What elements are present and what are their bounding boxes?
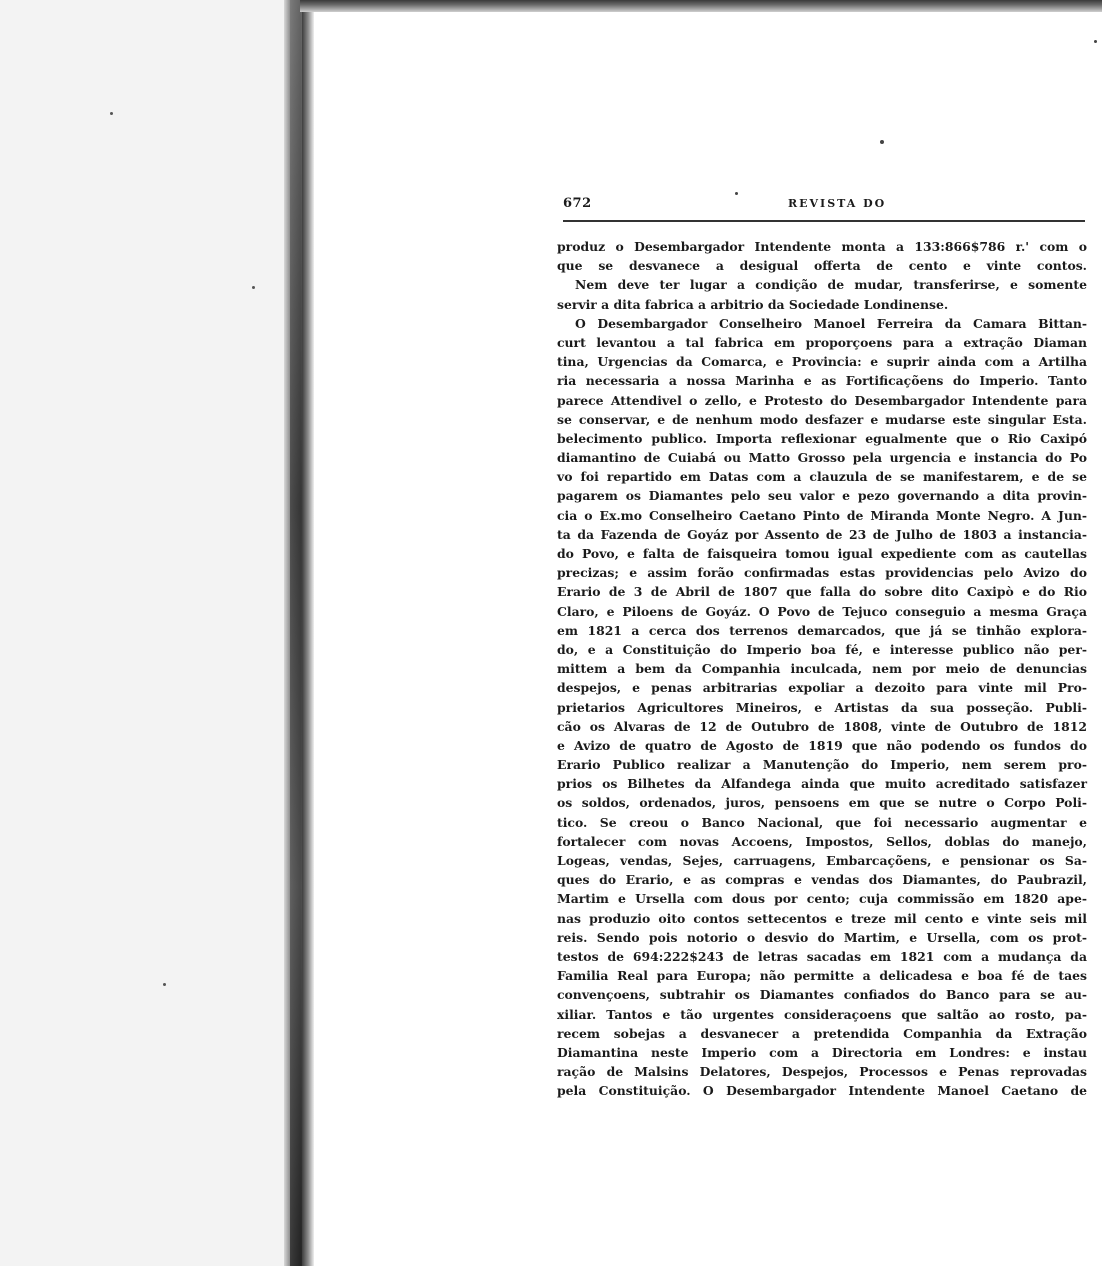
text-line: em 1821 a cerca dos terrenos demarcados, que já se tinhão explora- [557,622,1087,638]
text-line: xiliar. Tantos e tão urgentes consideraçoens que saltão ao rosto, pa- [557,1006,1087,1022]
left-facing-page [0,0,288,1266]
page-speck [735,192,738,195]
text-line: pagarem os Diamantes pelo seu valor e pezo governando a dita provin- [557,488,1087,504]
text-line: convençoens, subtrahir os Diamantes confiados do Banco para se au- [557,987,1087,1003]
text-line: Erario Publico realizar a Manutenção do Imperio, nem serem pro- [557,757,1087,773]
header-rule [563,220,1085,222]
text-line: ques do Erario, e as compras e vendas dos Diamantes, do Paubrazil, [557,872,1087,888]
text-line: ração de Malsins Delatores, Despejos, Processos e Penas reprovadas [557,1064,1087,1080]
text-line: prietarios Agricultores Mineiros, e Artistas da sua posseção. Publi- [557,699,1087,715]
text-line: belecimento publico. Importa reflexionar egualmente que o Rio Caxipó [557,430,1087,446]
text-line: recem sobejas a desvanecer a pretendida Companhia da Extração [557,1025,1087,1041]
text-line: testos de 694:222$243 de letras sacadas em 1821 com a mudança da [557,948,1087,964]
page-speck [110,112,113,115]
text-line: tina, Urgencias da Comarca, e Provincia: e suprir ainda com a Artilha [557,354,1087,370]
running-head [563,196,1085,216]
text-line: parece Attendivel o zello, e Protesto do Desembargador Intendente para [557,392,1087,408]
text-line: fortalecer com novas Accoens, Impostos, Sellos, doblas do manejo, [557,833,1087,849]
text-line: Erario de 3 de Abril de 1807 que falla do sobre dito Caxipò e do Rio [557,584,1087,600]
text-line: Familia Real para Europa; não permitte a delicadesa e boa fé de taes [557,968,1087,984]
text-line: Martim e Ursella com dous por cento; cuja commissão em 1820 ape- [557,891,1087,907]
page-speck [163,983,166,986]
text-line: O Desembargador Conselheiro Manoel Ferreira da Camara Bittan- [575,315,1087,331]
page-top-edge [300,0,1102,12]
body-text [557,237,1087,1100]
text-line: Claro, e Piloens de Goyáz. O Povo de Tejuco conseguio a mesma Graça [557,603,1087,619]
page-number: 672 [563,196,592,211]
text-line: pela Constituição. O Desembargador Intendente Manoel Caetano de [557,1083,1087,1099]
text-line: despejos, e penas arbitrarias expoliar a dezoito para vinte mil Pro- [557,680,1087,696]
text-line: precizas; e assim forão confirmadas estas providencias pelo Avizo do [557,565,1087,581]
text-line: mittem a bem da Companhia inculcada, nem por meio de denuncias [557,661,1087,677]
text-line: tico. Se creou o Banco Nacional, que foi necessario augmentar e [557,814,1087,830]
gutter-shadow [290,0,302,1266]
text-line: os soldos, ordenados, juros, pensoens em que se nutre o Corpo Poli- [557,795,1087,811]
text-line: servir a dita fabrica a arbitrio da Sociedade Londinense. [557,296,949,312]
page-speck [252,286,255,289]
text-line: e Avizo de quatro de Agosto de 1819 que não podendo os fundos do [557,737,1087,753]
page-speck [1094,40,1097,43]
text-line: que se desvanece a desigual offerta de cento e vinte contos. [557,258,1087,274]
text-line: cia o Ex.mo Conselheiro Caetano Pinto de Miranda Monte Negro. A Jun- [557,507,1087,523]
text-line: diamantino de Cuiabá ou Matto Grosso pela urgencia e instancia do Po [557,450,1087,466]
text-line: Nem deve ter lugar a condição de mudar, transferirse, e somente [575,277,1087,293]
text-line: vo foi repartido em Datas com a clauzula de se manifestarem, e de se [557,469,1087,485]
text-line: curt levantou a tal fabrica em proporçoens para a extração Diaman [557,334,1087,350]
page-speck [880,140,884,144]
text-line: do, e a Constituição do Imperio boa fé, e interesse publico não per- [557,641,1087,657]
text-line: nas produzio oito contos settecentos e treze mil cento e vinte seis mil [557,910,1087,926]
running-title: REVISTA DO [788,197,887,210]
text-line: Diamantina neste Imperio com a Directoria em Londres: e instau [557,1044,1087,1060]
text-line: do Povo, e falta de faisqueira tomou igual expediente com as cautellas [557,546,1087,561]
text-line: produz o Desembargador Intendente monta a 133:866$786 r.' com o [557,239,1087,254]
text-line: Logeas, vendas, Sejes, carruagens, Embarcaçõens, e pensionar os Sa- [557,853,1087,868]
text-line: ta da Fazenda de Goyáz por Assento de 23 de Julho de 1803 a instancia- [557,526,1087,542]
text-line: reis. Sendo pois notorio o desvio do Martim, e Ursella, com os prot- [557,929,1087,945]
text-line: prios os Bilhetes da Alfandega ainda que muito acreditado satisfazer [557,776,1087,792]
text-line: cão os Alvaras de 12 de Outubro de 1808, vinte de Outubro de 1812 [557,718,1087,734]
text-line: ria necessaria a nossa Marinha e as Fortificaçõens do Imperio. Tanto [557,373,1087,389]
text-line: se conservar, e de nenhum modo desfazer e mudarse este singular Esta. [557,411,1087,427]
